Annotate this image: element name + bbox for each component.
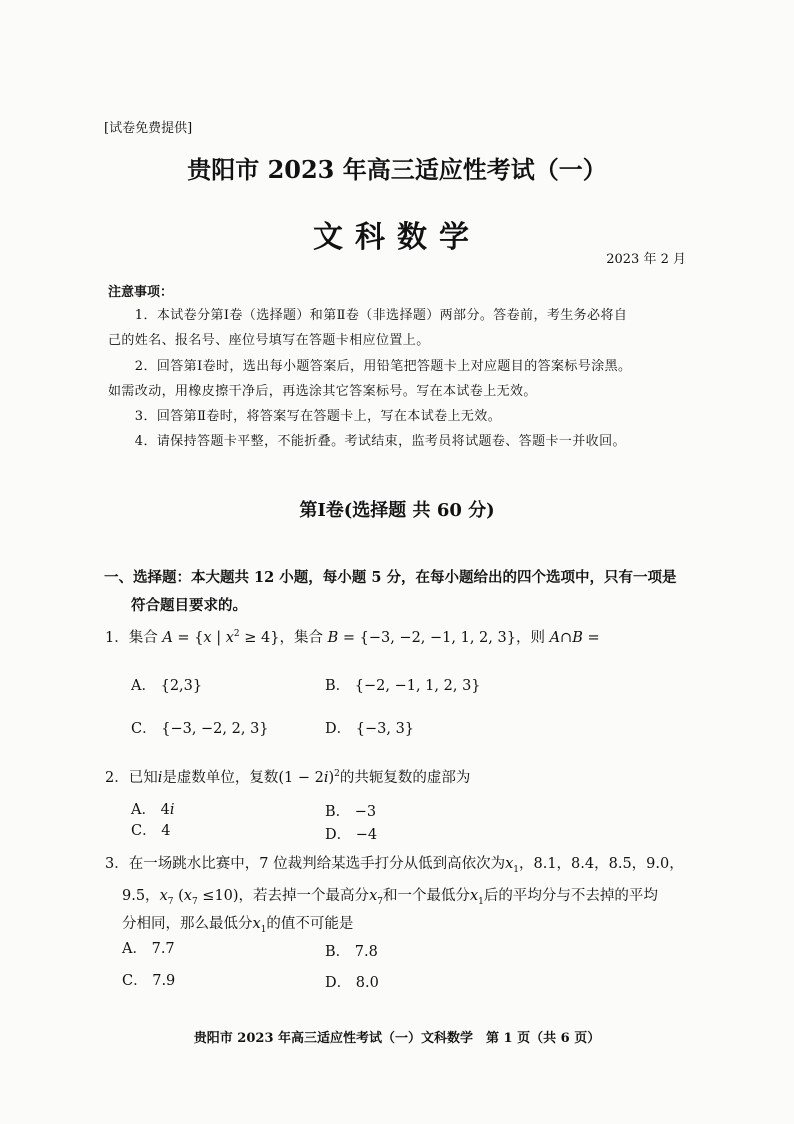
question-3-line-2: 9.5，$x_7$ $(x_7 \le 10)$，若去掉一个最高分$x_7$和一个最低分$x_1$后的平均分与不去掉的平均 — [122, 888, 658, 907]
exam-date: 2023 年 2 月 — [606, 252, 686, 267]
page-footer: 贵阳市 2023 年高三适应性考试（一）文科数学 第 1 页（共 6 页） — [193, 1031, 601, 1046]
question-3-line-1: 3．在一场跳水比赛中，7 位裁判给某选手打分从低到高依次为$x_1$，8.1，8.4，8.5，9.0， — [105, 856, 684, 875]
q3-option-a: A． 7.7 — [122, 941, 175, 957]
notes-heading: 注意事项： — [108, 285, 174, 300]
q1-option-c: C． {−3, −2, 2, 3} — [131, 721, 269, 737]
part-one-instruction: 一、选择题：本大题共 12 小题，每小题 5 分，在每小题给出的四个选项中，只有一项是 — [104, 569, 677, 586]
source-tag: [试卷免费提供] — [104, 121, 193, 136]
q2-option-a: A． 4i — [131, 802, 175, 818]
exam-title: 贵阳市 2023 年高三适应性考试（一） — [187, 155, 607, 184]
question-3-line-3: 分相同，那么最低分$x_1$的值不可能是 — [122, 916, 354, 935]
note-line: 3．回答第Ⅱ卷时，将答案写在答题卡上，写在本试卷上无效。 — [108, 409, 502, 424]
q1-option-d: D． {−3, 3} — [325, 721, 415, 737]
note-line: 己的姓名、报名号、座位号填写在答题卡相应位置上。 — [108, 333, 430, 348]
q3-option-b: B． 7.8 — [325, 944, 378, 960]
question-2: 2．已知i是虚数单位，复数$(1 - 2i)^2$的共轭复数的虚部为 — [105, 769, 471, 786]
note-line: 2．回答第Ⅰ卷时，选出每小题答案后，用铅笔把答题卡上对应题目的答案标号涂黑。 — [108, 359, 632, 374]
exam-subject: 文科数学 — [313, 220, 481, 255]
note-line: 如需改动，用橡皮擦干净后，再选涂其它答案标号。写在本试卷上无效。 — [108, 384, 537, 399]
q1-option-a: A． {2,3} — [131, 678, 203, 694]
question-1: 1．集合 A = {x | $x^2 \ge 4$}，集合 B = {−3, −2, −1, 1, 2, 3}，则 A∩B = — [105, 629, 600, 646]
part-one-instruction-cont: 符合题目要求的。 — [131, 597, 247, 614]
q3-option-c: C． 7.9 — [122, 973, 176, 989]
section-title: 第Ⅰ卷(选择题 共 60 分) — [299, 500, 495, 521]
q3-option-d: D． 8.0 — [325, 975, 379, 991]
note-line: 1．本试卷分第Ⅰ卷（选择题）和第Ⅱ卷（非选择题）两部分。答卷前，考生务必将自 — [108, 308, 628, 323]
note-line: 4．请保持答题卡平整，不能折叠。考试结束，监考员将试题卷、答题卡一并收回。 — [108, 434, 626, 449]
q2-option-d: D． −4 — [325, 827, 378, 843]
q1-option-b: B． {−2, −1, 1, 2, 3} — [325, 678, 481, 694]
q2-option-b: B． −3 — [325, 804, 377, 820]
q2-option-c: C． 4 — [131, 823, 171, 839]
